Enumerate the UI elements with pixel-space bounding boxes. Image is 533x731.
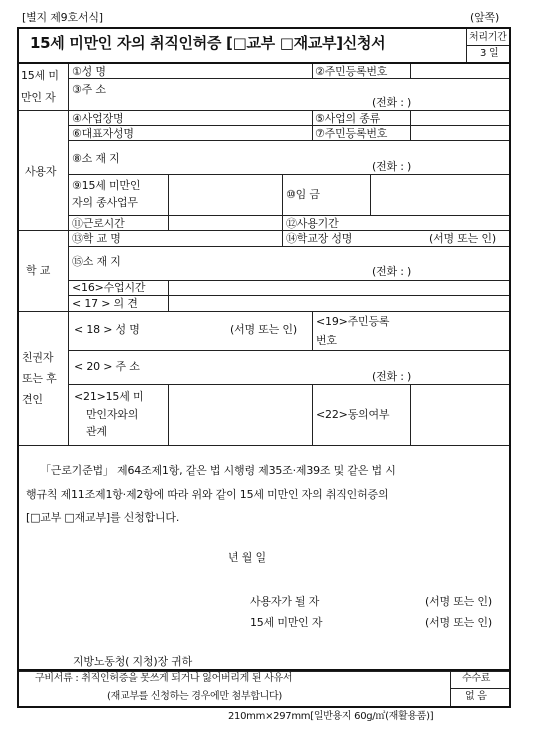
opinion-label[interactable]: < 17 > 의 견 bbox=[72, 297, 138, 310]
school-name-label[interactable]: ⑬학 교 명 bbox=[72, 232, 121, 245]
guardian-rrn-label[interactable]: <19>주민등록 번호 bbox=[316, 315, 390, 347]
minor-section-line2: 만인 자 bbox=[21, 91, 56, 104]
applicant-employer-label: 사용자가 될 자 bbox=[250, 595, 320, 608]
representative-name-label[interactable]: ⑥대표자성명 bbox=[72, 127, 134, 140]
required-documents-line2: (재교부를 신청하는 경우에만 첨부합니다) bbox=[107, 691, 282, 702]
statement-line3: [□교부 □재교부]를 신청합니다. bbox=[26, 511, 180, 524]
minor-section-line1: 15세 미 bbox=[21, 69, 59, 82]
representative-rrn-label[interactable]: ⑦주민등록번호 bbox=[315, 127, 388, 140]
principal-name-label[interactable]: ⑭학교장 성명 bbox=[286, 232, 353, 245]
minor-rrn-label[interactable]: ②주민등록번호 bbox=[315, 65, 388, 78]
processing-period-value: 3 일 bbox=[480, 48, 499, 59]
school-phone-label: (전화 : ) bbox=[372, 265, 412, 278]
minor-address-label[interactable]: ③주 소 bbox=[72, 83, 106, 96]
employer-section-label: 사용자 bbox=[25, 165, 57, 178]
guardian-relation-label[interactable]: <21>15세 미 만인자와의 관계 bbox=[74, 390, 144, 439]
school-section-label: 학 교 bbox=[26, 264, 51, 277]
guardian-name-label[interactable]: < 18 > 성 명 bbox=[74, 323, 140, 336]
workplace-name-label[interactable]: ④사업장명 bbox=[72, 112, 124, 125]
processing-period-label: 처리기간 bbox=[469, 32, 507, 43]
employment-period-label[interactable]: ⑫사용기간 bbox=[286, 217, 339, 230]
business-type-label[interactable]: ⑤사업의 종류 bbox=[315, 112, 381, 125]
work-hours-label[interactable]: ⑪근로시간 bbox=[72, 217, 125, 230]
employer-phone-label: (전화 : ) bbox=[372, 160, 412, 173]
paper-spec: 210mm×297mm[일반용지 60g/㎡(재활용품)] bbox=[228, 711, 434, 722]
fee-value: 없 음 bbox=[465, 691, 487, 702]
employer-sign-label: (서명 또는 인) bbox=[425, 595, 492, 608]
recipient-line: 지방노동청( 지청)장 귀하 bbox=[73, 655, 193, 668]
guardian-address-label[interactable]: < 20 > 주 소 bbox=[74, 360, 140, 373]
applicant-minor-label: 15세 미만인 자 bbox=[250, 616, 323, 629]
date-line: 년 월 일 bbox=[228, 551, 266, 564]
employer-location-label[interactable]: ⑧소 재 지 bbox=[72, 152, 120, 165]
minor-name-label[interactable]: ①성 명 bbox=[72, 65, 106, 78]
guardian-phone-label: (전화 : ) bbox=[372, 370, 412, 383]
fee-label: 수수료 bbox=[462, 673, 491, 684]
minor-phone-label: (전화 : ) bbox=[372, 96, 412, 109]
minor-sign-label: (서명 또는 인) bbox=[425, 616, 492, 629]
class-hours-label[interactable]: <16>수업시간 bbox=[72, 281, 146, 294]
page-side-label: (앞쪽) bbox=[470, 11, 500, 24]
minor-duty-label[interactable]: ⑨15세 미만인 자의 종사업무 bbox=[72, 179, 141, 210]
statement-line2: 행규칙 제11조제1항·제2항에 따라 위와 같이 15세 미만인 자의 취직인허증의 bbox=[26, 488, 389, 501]
form-title: 15세 미만인 자의 취직인허증 [□교부 □재교부]신청서 bbox=[30, 34, 386, 52]
school-location-label[interactable]: ⑮소 재 지 bbox=[72, 255, 121, 268]
wage-label[interactable]: ⑩임 금 bbox=[286, 188, 320, 201]
required-documents-line1: 구비서류 : 취직인허증을 못쓰게 되거나 잃어버리게 된 사유서 bbox=[35, 673, 293, 684]
form-number: [별지 제9호서식] bbox=[22, 11, 103, 24]
guardian-section-label: 친권자 또는 후 견인 bbox=[22, 351, 57, 406]
guardian-sign-label: (서명 또는 인) bbox=[230, 323, 297, 336]
statement-line1: 「근로기준법」 제64조제1항, 같은 법 시행령 제35조·제39조 및 같은 법 시 bbox=[40, 464, 396, 477]
principal-sign-label: (서명 또는 인) bbox=[429, 232, 496, 245]
consent-label[interactable]: <22>동의여부 bbox=[316, 408, 390, 421]
